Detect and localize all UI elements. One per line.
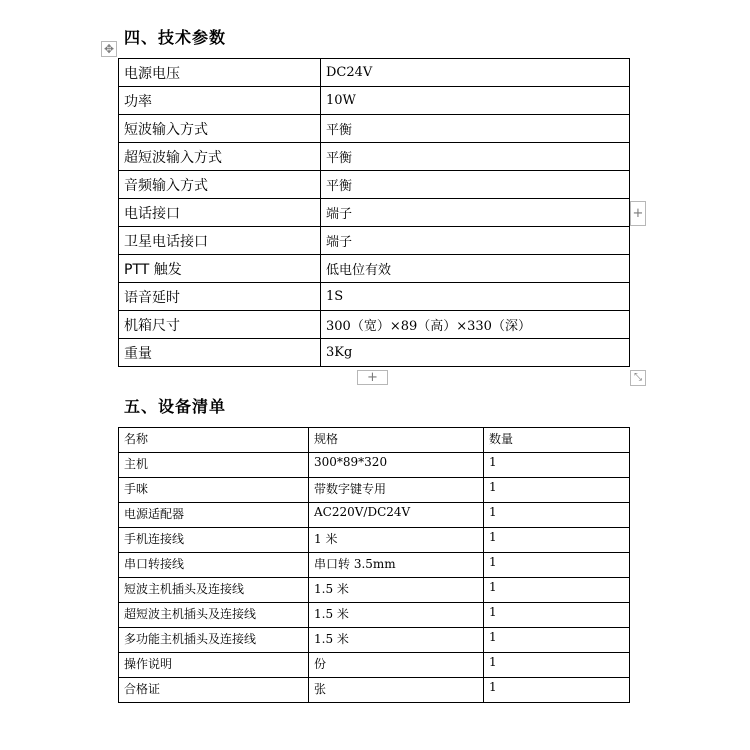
spec-value[interactable]: 端子 (321, 199, 630, 227)
table-resize-icon[interactable]: ⤡ (630, 370, 646, 386)
table-row (119, 453, 630, 478)
table-row (119, 503, 630, 528)
item-spec[interactable]: 份 (309, 653, 484, 678)
spec-label[interactable]: 机箱尺寸 (119, 311, 321, 339)
spec-row (119, 115, 630, 143)
item-name[interactable]: 超短波主机插头及连接线 (119, 603, 309, 628)
item-name[interactable]: 串口转接线 (119, 553, 309, 578)
table-row (119, 678, 630, 703)
spec-label[interactable]: PTT 触发 (119, 255, 321, 283)
spec-label[interactable]: 短波输入方式 (119, 115, 321, 143)
spec-row (119, 87, 630, 115)
spec-value[interactable]: 1S (321, 283, 630, 311)
column-header[interactable]: 规格 (309, 428, 484, 453)
item-spec[interactable]: AC220V/DC24V (309, 503, 484, 528)
item-quantity[interactable]: 1 (484, 528, 630, 553)
item-quantity[interactable]: 1 (484, 628, 630, 653)
item-spec[interactable]: 带数字键专用 (309, 478, 484, 503)
item-spec[interactable]: 串口转 3.5mm (309, 553, 484, 578)
table-header-row (119, 428, 630, 453)
spec-row (119, 199, 630, 227)
spec-label[interactable]: 电源电压 (119, 59, 321, 87)
item-name[interactable]: 手咪 (119, 478, 309, 503)
column-header[interactable]: 名称 (119, 428, 309, 453)
spec-label[interactable]: 功率 (119, 87, 321, 115)
section-4-title: 四、技术参数 (124, 28, 227, 47)
spec-value[interactable]: 平衡 (321, 143, 630, 171)
spec-value[interactable]: 300（宽）×89（高）×330（深） (321, 311, 630, 339)
item-name[interactable]: 短波主机插头及连接线 (119, 578, 309, 603)
spec-row (119, 227, 630, 255)
item-quantity[interactable]: 1 (484, 478, 630, 503)
spec-value[interactable]: 平衡 (321, 115, 630, 143)
table-row (119, 653, 630, 678)
spec-value[interactable]: DC24V (321, 59, 630, 87)
table-row (119, 603, 630, 628)
item-spec[interactable]: 张 (309, 678, 484, 703)
spec-row (119, 143, 630, 171)
table-row (119, 553, 630, 578)
add-row-icon[interactable]: + (357, 370, 388, 385)
spec-row (119, 255, 630, 283)
item-name[interactable]: 主机 (119, 453, 309, 478)
item-quantity[interactable]: 1 (484, 453, 630, 478)
item-quantity[interactable]: 1 (484, 578, 630, 603)
spec-label[interactable]: 电话接口 (119, 199, 321, 227)
equipment-table (118, 427, 630, 703)
item-name[interactable]: 手机连接线 (119, 528, 309, 553)
item-name[interactable]: 操作说明 (119, 653, 309, 678)
item-quantity[interactable]: 1 (484, 503, 630, 528)
section-5-title: 五、设备清单 (124, 397, 227, 416)
item-quantity[interactable]: 1 (484, 553, 630, 578)
table-row (119, 578, 630, 603)
table-row (119, 528, 630, 553)
add-column-icon[interactable]: + (630, 201, 646, 226)
spec-value[interactable]: 端子 (321, 227, 630, 255)
item-quantity[interactable]: 1 (484, 603, 630, 628)
table-move-icon[interactable]: ✥ (101, 41, 117, 57)
spec-row (119, 283, 630, 311)
item-spec[interactable]: 1.5 米 (309, 578, 484, 603)
spec-label[interactable]: 语音延时 (119, 283, 321, 311)
item-quantity[interactable]: 1 (484, 678, 630, 703)
item-quantity[interactable]: 1 (484, 653, 630, 678)
spec-value[interactable]: 平衡 (321, 171, 630, 199)
spec-row (119, 59, 630, 87)
item-spec[interactable]: 300*89*320 (309, 453, 484, 478)
spec-row (119, 311, 630, 339)
spec-value[interactable]: 低电位有效 (321, 255, 630, 283)
item-spec[interactable]: 1.5 米 (309, 628, 484, 653)
table-row (119, 628, 630, 653)
spec-value[interactable]: 10W (321, 87, 630, 115)
spec-label[interactable]: 重量 (119, 339, 321, 367)
item-name[interactable]: 合格证 (119, 678, 309, 703)
column-header[interactable]: 数量 (484, 428, 630, 453)
spec-label[interactable]: 卫星电话接口 (119, 227, 321, 255)
table-row (119, 478, 630, 503)
spec-label[interactable]: 音频输入方式 (119, 171, 321, 199)
item-spec[interactable]: 1.5 米 (309, 603, 484, 628)
spec-label[interactable]: 超短波输入方式 (119, 143, 321, 171)
item-spec[interactable]: 1 米 (309, 528, 484, 553)
spec-row (119, 171, 630, 199)
item-name[interactable]: 多功能主机插头及连接线 (119, 628, 309, 653)
spec-row (119, 339, 630, 367)
item-name[interactable]: 电源适配器 (119, 503, 309, 528)
spec-value[interactable]: 3Kg (321, 339, 630, 367)
spec-table (118, 58, 630, 367)
